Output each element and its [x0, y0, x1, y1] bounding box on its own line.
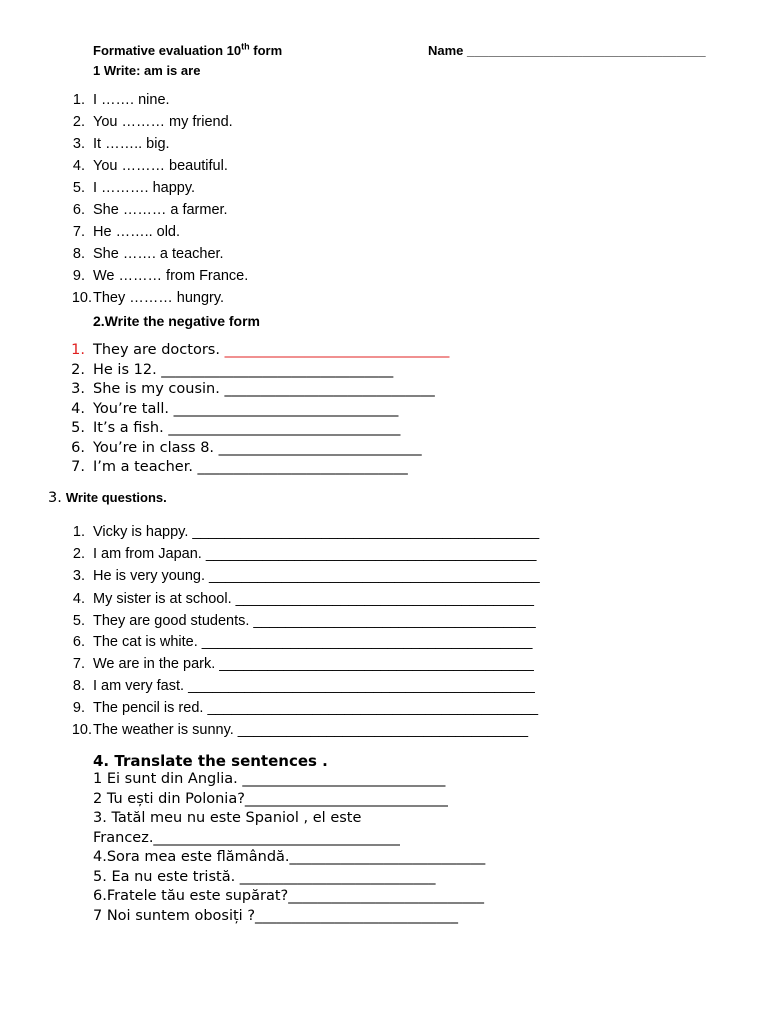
list-item	[60, 290, 224, 306]
item-number: 3.	[72, 568, 85, 584]
item-text[interactable]: I’m a teacher. _____________________________	[93, 459, 408, 475]
item-number: 3.	[72, 136, 85, 152]
item-text[interactable]: She is my cousin. _____________________________	[93, 381, 435, 397]
list-item	[60, 524, 539, 540]
list-item	[60, 136, 170, 152]
item-text: She ……. a teacher.	[93, 246, 224, 262]
list-item	[60, 568, 540, 584]
translation-line[interactable]: 1 Ei sunt din Anglia. ____________________________	[93, 771, 446, 787]
item-number: 4.	[72, 158, 85, 174]
item-text: You ……… my friend.	[93, 114, 233, 130]
title-superscript: th	[241, 41, 250, 52]
item-number: 5.	[71, 420, 85, 436]
item-text[interactable]: My sister is at school. _____________________________________	[93, 591, 534, 607]
translation-line[interactable]: 7 Noi suntem obosiți ?____________________________	[93, 908, 459, 924]
list-item	[60, 268, 248, 284]
item-text[interactable]: Vicky is happy. ___________________________________________	[93, 524, 540, 540]
list-item	[60, 158, 228, 174]
list-item	[60, 362, 393, 378]
list-item	[60, 459, 408, 475]
section3-title: Write questions.	[65, 490, 167, 505]
item-text[interactable]: You’re tall. _______________________________	[93, 401, 399, 417]
translation-line: 3. Tatăl meu nu este Spaniol , el este	[93, 810, 362, 826]
item-text[interactable]: The pencil is red. _________________________________________	[93, 700, 539, 716]
item-number: 6.	[72, 202, 85, 218]
section4-title: 4. Translate the sentences .	[93, 752, 328, 770]
item-text[interactable]: I am from Japan. _________________________________________	[93, 546, 537, 562]
item-number: 10.	[71, 290, 92, 306]
answer-line[interactable]: _______________________________	[224, 342, 450, 358]
item-text	[93, 342, 449, 358]
item-text: You ……… beautiful.	[93, 158, 228, 174]
translation-line[interactable]: 6.Fratele tău este supărat?___________________________	[93, 888, 485, 904]
list-item	[60, 591, 534, 607]
item-number: 2.	[72, 114, 85, 130]
item-text: He …….. old.	[93, 224, 181, 240]
item-number: 4.	[72, 591, 85, 607]
item-text[interactable]: It’s a fish. ________________________________	[93, 420, 401, 436]
list-item	[60, 546, 536, 562]
list-item	[60, 92, 170, 108]
list-item	[60, 420, 400, 436]
item-text[interactable]: The weather is sunny. ____________________________________	[93, 722, 529, 738]
section3-heading	[48, 489, 167, 507]
translation-line[interactable]: 4.Sora mea este flămândă.___________________________	[93, 849, 486, 865]
list-item	[60, 440, 422, 456]
item-text: I ………. happy.	[93, 180, 196, 196]
section3-number: 3.	[48, 490, 62, 506]
list-item	[60, 401, 398, 417]
item-text[interactable]: I am very fast. ___________________________________________	[93, 678, 535, 694]
item-text: We ……… from France.	[93, 268, 249, 284]
list-item	[60, 678, 535, 694]
item-number: 5.	[72, 180, 85, 196]
worksheet-title	[93, 43, 282, 58]
name-field[interactable]: Name _________________________________	[428, 43, 706, 58]
item-number: 4.	[71, 401, 85, 417]
item-number: 8.	[72, 678, 85, 694]
list-item	[60, 613, 536, 629]
list-item	[60, 202, 228, 218]
list-item	[60, 246, 224, 262]
item-text[interactable]: The cat is white. _________________________________________	[93, 634, 533, 650]
list-item	[60, 700, 538, 716]
translation-line[interactable]: Francez.__________________________________	[93, 830, 400, 846]
title-suffix: form	[249, 43, 283, 58]
list-item	[60, 722, 528, 738]
item-text[interactable]: We are in the park. _______________________________________	[93, 656, 534, 672]
title-text: Formative evaluation 10	[93, 43, 242, 58]
item-number: 6.	[72, 634, 85, 650]
item-text[interactable]: They are good students. ___________________________________	[93, 613, 536, 629]
list-item	[60, 656, 534, 672]
item-number: 7.	[71, 459, 85, 475]
item-number: 7.	[72, 656, 85, 672]
item-text: It …….. big.	[93, 136, 170, 152]
section2-title: 2.Write the negative form	[93, 313, 261, 329]
list-item	[60, 180, 195, 196]
list-item	[60, 381, 435, 397]
item-number: 3.	[71, 381, 85, 397]
section1-title: 1 Write: am is are	[93, 63, 201, 78]
item-number: 2.	[71, 362, 85, 378]
translation-line[interactable]: 5. Ea nu este tristă. ___________________________	[93, 869, 436, 885]
list-item	[60, 634, 532, 650]
item-sentence: They are doctors.	[93, 342, 225, 358]
translation-line[interactable]: 2 Tu ești din Polonia?____________________________	[93, 791, 448, 807]
item-text: She ……… a farmer.	[93, 202, 228, 218]
item-number: 9.	[72, 700, 85, 716]
item-text: I ……. nine.	[93, 92, 170, 108]
item-number: 1.	[72, 92, 85, 108]
item-text: They ……… hungry.	[93, 290, 225, 306]
item-number: 8.	[72, 246, 85, 262]
item-text[interactable]: He is very young. _________________________________________	[93, 568, 540, 584]
list-item	[60, 342, 449, 358]
item-number: 7.	[72, 224, 85, 240]
item-number: 1.	[71, 342, 85, 358]
item-number: 2.	[72, 546, 85, 562]
item-number: 1.	[72, 524, 85, 540]
list-item	[60, 224, 180, 240]
item-text[interactable]: He is 12. ________________________________	[93, 362, 394, 378]
list-item	[60, 114, 233, 130]
item-text[interactable]: You’re in class 8. ____________________________	[93, 440, 422, 456]
item-number: 9.	[72, 268, 85, 284]
item-number: 6.	[71, 440, 85, 456]
item-number: 5.	[72, 613, 85, 629]
item-number: 10.	[71, 722, 92, 738]
